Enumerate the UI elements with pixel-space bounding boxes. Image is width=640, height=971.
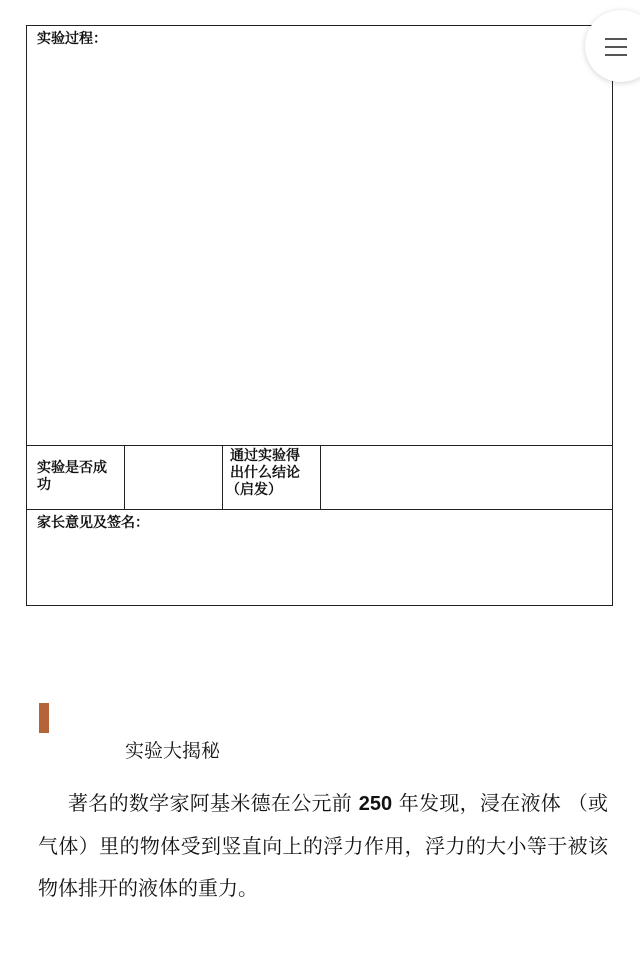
column-divider: [222, 446, 223, 509]
year-number: 250: [358, 793, 393, 815]
parent-opinion-label: 家长意见及签名：: [37, 515, 149, 531]
success-value-cell[interactable]: [125, 446, 222, 509]
section-paragraph: 著名的数学家阿基米德在公元前 250 年发现，浸在液体 （或气体）里的物体受到竖直向上的浮力作用，浮力的大小等于被该物体排开的液体的重力。: [38, 791, 609, 900]
parent-opinion-row: [27, 510, 612, 605]
process-row: [27, 26, 612, 446]
experiment-record-table: [26, 25, 613, 606]
process-label: 实验过程：: [37, 31, 107, 47]
result-row: [27, 446, 612, 510]
conclusion-value-cell[interactable]: [321, 446, 612, 509]
section-accent-bar: [39, 703, 49, 733]
section-title: 实验大揭秘: [125, 740, 221, 762]
success-label: 实验是否成 功: [37, 460, 107, 493]
conclusion-label: 通过实验得 出什么结论 （启发）: [226, 448, 300, 498]
